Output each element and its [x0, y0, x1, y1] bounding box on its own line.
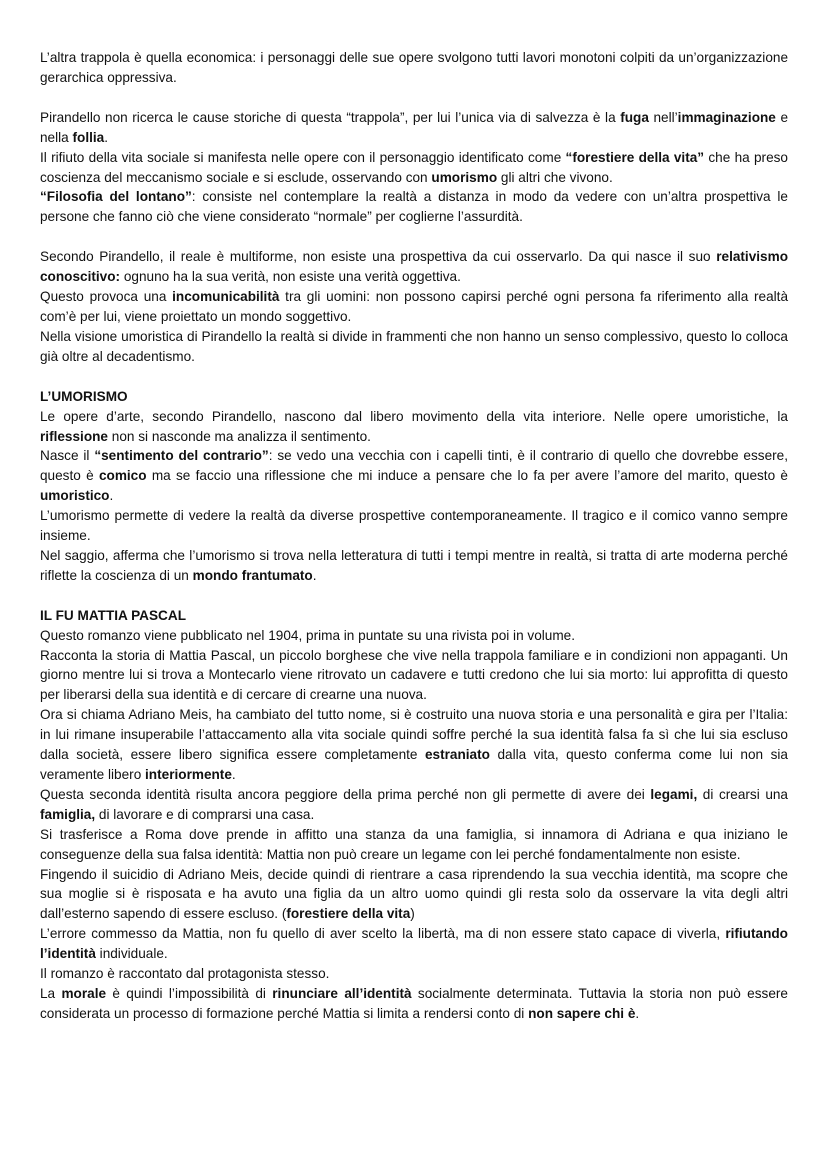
text-run: e nella: [40, 109, 789, 145]
paragraph: [40, 626, 788, 646]
paragraph: [40, 825, 788, 865]
text-run: .: [109, 488, 114, 504]
text-run: di crearsi una: [697, 786, 788, 802]
mattia-pascal-body: [40, 626, 788, 1024]
bold-term: morale: [61, 985, 107, 1001]
text-run: .: [635, 1005, 640, 1021]
intro-section: [40, 48, 788, 367]
text-run: gli altri che vivono.: [497, 169, 613, 185]
paragraph-spacer: [40, 227, 788, 247]
bold-term: interiormente: [145, 767, 232, 782]
text-run: L’errore commesso da Mattia, non fu quello di aver scelto la libertà, ma di non essere stato capace di viverla,: [40, 926, 726, 942]
text-run: tra gli uomini: non possono capirsi perché ogni persona fa riferimento alla realtà com’è per lui, viene proiettato un mondo soggettivo.: [40, 289, 789, 324]
text-run: Nella visione umoristica di Pirandello la realtà si divide in frammenti che non hanno un senso complessivo, questo lo colloca già oltre al decadentismo.: [40, 328, 788, 364]
paragraph: [40, 506, 788, 546]
text-run: che ha preso coscienza del meccanismo sociale e si esclude, osservando con: [40, 149, 788, 185]
paragraph: [40, 546, 788, 586]
umorismo-body: [40, 407, 788, 586]
text-run: Racconta la storia di Mattia Pascal, un piccolo borghese che vive nella trappola familiare e in condizioni non appaganti. Un giorno mentre lui si trova a Montecarlo viene ritrovato un cadavere e tutti credono che lui sia morto: lui approfitta di questo per liberarsi della sua identità e di cercare di crearne una nuova.: [40, 647, 788, 703]
text-run: Ora si chiama Adriano Meis, ha cambiato del tutto nome, si è costruito una nuova storia e una personalità e gira per l’Italia: in lui rimane insuperabile l’attaccamento alla vita sociale quindi soffre perché la sua identità falsa fa sì che lui sia escluso dalla società, essere libero significa essere completamente: [40, 707, 788, 763]
bold-term: relativismo conoscitivo:: [40, 249, 788, 285]
paragraph: [40, 187, 788, 227]
paragraph: [40, 446, 788, 506]
text-run: socialmente determinata. Tuttavia la storia non può essere considerata un processo di formazione perché Mattia si limita a rendersi conto di: [40, 985, 788, 1021]
bold-term: immaginazione: [677, 109, 776, 125]
mattia-pascal-section: [40, 606, 788, 1024]
text-run: Il rifiuto della vita sociale si manifesta nelle opere con il personaggio identificato come: [40, 149, 566, 165]
text-run: di lavorare e di comprarsi una casa.: [95, 806, 315, 822]
text-run: Il romanzo è raccontato dal protagonista stesso.: [40, 966, 330, 982]
text-run: ): [410, 906, 415, 922]
bold-term: fuga: [620, 109, 649, 125]
bold-term: follia: [72, 129, 105, 145]
text-run: ognuno ha la sua verità, non esiste una verità oggettiva.: [120, 269, 461, 285]
text-run: individuale.: [95, 946, 168, 962]
text-run: .: [104, 129, 109, 145]
text-run: ma se faccio una riflessione che mi induce a pensare che lo fa per avere l’amore del marito, questo è: [146, 468, 788, 484]
bold-term: riflessione: [40, 428, 108, 444]
bold-term: legami,: [650, 786, 698, 802]
paragraph: [40, 964, 788, 984]
bold-term: “sentimento del contrario”: [94, 448, 269, 464]
text-run: L’umorismo permette di vedere la realtà da diverse prospettive contemporaneamente. Il tragico e il comico vanno sempre insieme.: [40, 508, 788, 544]
text-run: Pirandello non ricerca le cause storiche di questa “trappola”, per lui l’unica via di salvezza è la: [40, 109, 621, 125]
text-run: Le opere d’arte, secondo Pirandello, nascono dal libero movimento della vita interiore. Nelle opere umoristiche, la: [40, 408, 788, 424]
text-run: : consiste nel contemplare la realtà a distanza in modo da vedere con un’altra prospettiva le persone che fanno ciò che viene considerato “normale” per coglierne l’assurdità.: [40, 189, 788, 225]
section-heading-umorismo: L’UMORISMO: [40, 388, 128, 404]
paragraph: [40, 705, 788, 785]
bold-term: famiglia,: [40, 806, 96, 822]
paragraph: [40, 287, 788, 327]
text-run: Nasce il: [40, 448, 95, 464]
text-run: dalla vita, questo conferma come lui non sia veramente libero: [40, 747, 788, 782]
umorismo-section: [40, 387, 788, 586]
bold-term: forestiere della vita: [286, 906, 411, 922]
bold-term: umoristico: [40, 488, 110, 504]
text-run: non si nasconde ma analizza il sentimento.: [108, 428, 371, 444]
text-run: La: [40, 985, 62, 1001]
bold-term: rinunciare all’identità: [272, 985, 412, 1001]
paragraph: [40, 247, 788, 287]
section-heading-mattia-pascal: IL FU MATTIA PASCAL: [40, 607, 186, 623]
bold-term: incomunicabilità: [172, 289, 280, 305]
bold-term: umorismo: [431, 169, 498, 185]
text-run: nell’: [648, 109, 678, 125]
bold-term: rifiutando l’identità: [40, 926, 788, 962]
text-run: Secondo Pirandello, il reale è multiforme, non esiste una prospettiva da cui osservarlo. Da qui nasce il suo: [40, 249, 717, 265]
text-run: è quindi l’impossibilità di: [106, 985, 273, 1001]
paragraph: [40, 327, 788, 367]
text-run: .: [231, 767, 236, 782]
bold-term: non sapere chi è: [528, 1005, 636, 1021]
bold-term: mondo frantumato: [192, 567, 313, 583]
paragraph: [40, 108, 788, 148]
text-run: Fingendo il suicidio di Adriano Meis, decide quindi di rientrare a casa riprendendo la sua vecchia identità, ma scopre che sua moglie si è risposata e ha avuto una figlia da un altro uomo quindi gli resta solo da osservare la vita degli altri dall’esterno sapendo di essere escluso. (: [40, 866, 788, 922]
bold-term: “Filosofia del lontano”: [40, 189, 192, 205]
text-run: : se vedo una vecchia con i capelli tinti, è il contrario di quello che dovrebbe essere, questo è: [40, 448, 789, 484]
paragraph: [40, 865, 788, 925]
text-run: L’altra trappola è quella economica: i personaggi delle sue opere svolgono tutti lavori monotoni colpiti da un’organizzazione gerarchica oppressiva.: [40, 50, 788, 85]
text-run: Questo romanzo viene pubblicato nel 1904, prima in puntate su una rivista poi in volume.: [40, 627, 576, 643]
bold-term: “forestiere della vita”: [565, 149, 705, 165]
text-run: Nel saggio, afferma che l’umorismo si trova nella letteratura di tutti i tempi mentre in realtà, si tratta di arte moderna perché riflette la coscienza di un: [40, 547, 788, 583]
paragraph: [40, 407, 788, 447]
paragraph: [40, 646, 788, 706]
section-spacer: [40, 367, 788, 387]
paragraph: [40, 785, 788, 825]
section-spacer: [40, 586, 788, 606]
text-run: .: [312, 567, 317, 583]
text-run: Si trasferisce a Roma dove prende in affitto una stanza da una famiglia, si innamora di Adriana e qua iniziano le conseguenze della sua falsa identità: Mattia non può creare un legame con lei perché fondamentalmente non esiste.: [40, 826, 788, 862]
text-run: Questa seconda identità risulta ancora peggiore della prima perché non gli permette di avere dei: [40, 786, 651, 802]
bold-term: estraniato: [424, 747, 490, 763]
bold-term: comico: [98, 468, 147, 484]
paragraph: [40, 48, 788, 88]
text-run: Questo provoca una: [40, 289, 173, 305]
paragraph: [40, 984, 788, 1024]
paragraph: [40, 924, 788, 964]
paragraph: [40, 148, 788, 188]
paragraph-spacer: [40, 88, 788, 108]
